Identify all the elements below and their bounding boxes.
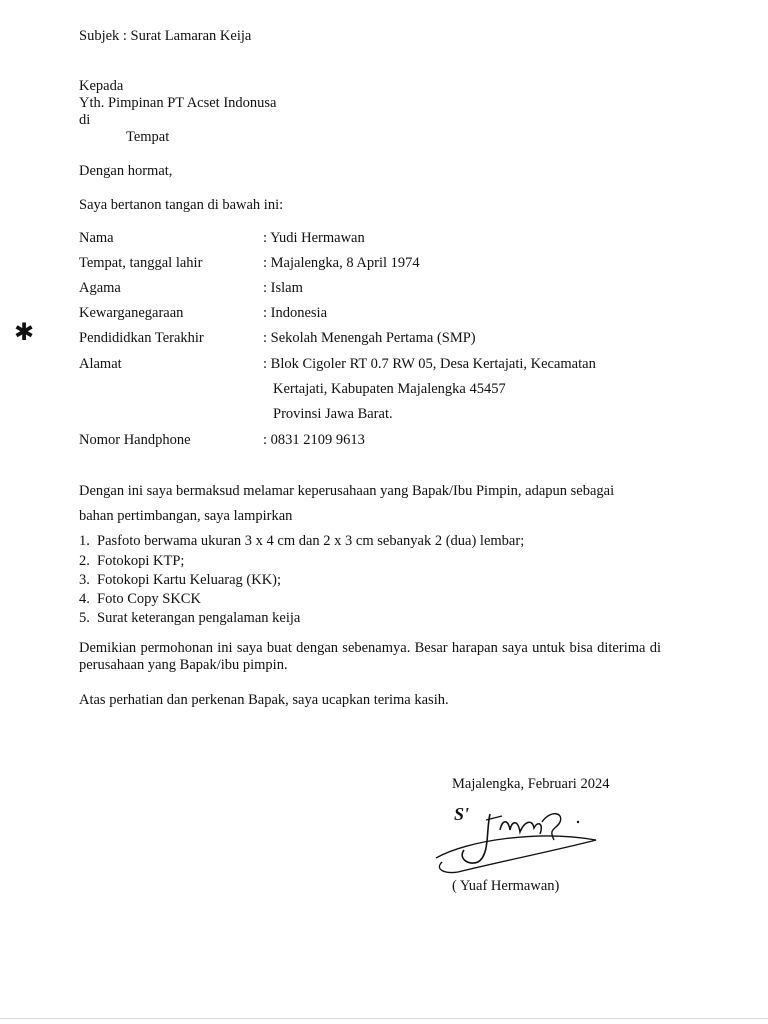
detail-value-nama: : Yudi Hermawan	[263, 230, 365, 246]
signer-name: ( Yuaf Hermawan)	[452, 878, 560, 894]
list-item: 4. Foto Copy SKCK	[79, 591, 201, 607]
purpose-line-1: Dengan ini saya bermaksud melamar keperusahaan yang Bapak/Ibu Pimpin, adapun sebagai	[79, 483, 615, 499]
detail-value-agama: : Islam	[263, 280, 303, 296]
place-date: Majalengka, Februari 2024	[452, 776, 610, 792]
list-item: 3. Fotokopi Kartu Keluarag (KK);	[79, 572, 282, 588]
detail-value-alamat-3: Provinsi Jawa Barat.	[273, 406, 393, 422]
detail-label-alamat: Alamat	[79, 356, 122, 372]
detail-label-ttl: Tempat, tanggal lahir	[79, 255, 203, 271]
recipient-tempat: Tempat	[126, 129, 170, 145]
greeting: Dengan hormat,	[79, 163, 173, 179]
recipient-di: di	[79, 112, 91, 128]
detail-value-ttl: : Majalengka, 8 April 1974	[263, 255, 420, 271]
list-item: 5. Surat keterangan pengalaman keija	[79, 610, 301, 626]
list-item: 1. Pasfoto berwama ukuran 3 x 4 cm dan 2 x 3 cm sebanyak 2 (dua) lembar;	[79, 533, 525, 549]
asterisk-mark-icon: ✱	[14, 318, 35, 346]
recipient-name: Yth. Pimpinan PT Acset Indonusa	[79, 95, 277, 111]
detail-value-alamat-1: : Blok Cigoler RT 0.7 RW 05, Desa Kertajati, Kecamatan	[263, 356, 596, 372]
detail-label-hp: Nomor Handphone	[79, 432, 191, 448]
recipient-kepada: Kepada	[79, 78, 124, 94]
purpose-line-2: bahan pertimbangan, saya lampirkan	[79, 508, 293, 524]
closing-paragraph: Demikian permohonan ini saya buat dengan sebenamya. Besar harapan saya untuk bisa diterima di perusahaan yang Bapak/ibu pimpin.	[79, 640, 661, 674]
detail-value-pendidikan: : Sekolah Menengah Pertama (SMP)	[263, 330, 476, 346]
detail-label-nama: Nama	[79, 230, 114, 246]
detail-label-kewarganegaraan: Kewarganegaraan	[79, 305, 184, 321]
subject-line: Subjek : Surat Lamaran Keija	[79, 28, 252, 44]
signature-icon	[428, 800, 608, 882]
thanks-line: Atas perhatian dan perkenan Bapak, saya ucapkan terima kasih.	[79, 692, 449, 708]
detail-value-kewarganegaraan: : Indonesia	[263, 305, 328, 321]
page-bottom-line	[0, 1018, 768, 1019]
detail-value-alamat-2: Kertajati, Kabupaten Majalengka 45457	[273, 381, 506, 397]
detail-value-hp: : 0831 2109 9613	[263, 432, 365, 448]
list-item: 2. Fotokopi KTP;	[79, 553, 185, 569]
intro-line: Saya bertanon tangan di bawah ini:	[79, 197, 284, 213]
detail-label-pendidikan: Pendididkan Terakhir	[79, 330, 204, 346]
svg-text:S': S'	[454, 804, 470, 824]
detail-label-agama: Agama	[79, 280, 121, 296]
